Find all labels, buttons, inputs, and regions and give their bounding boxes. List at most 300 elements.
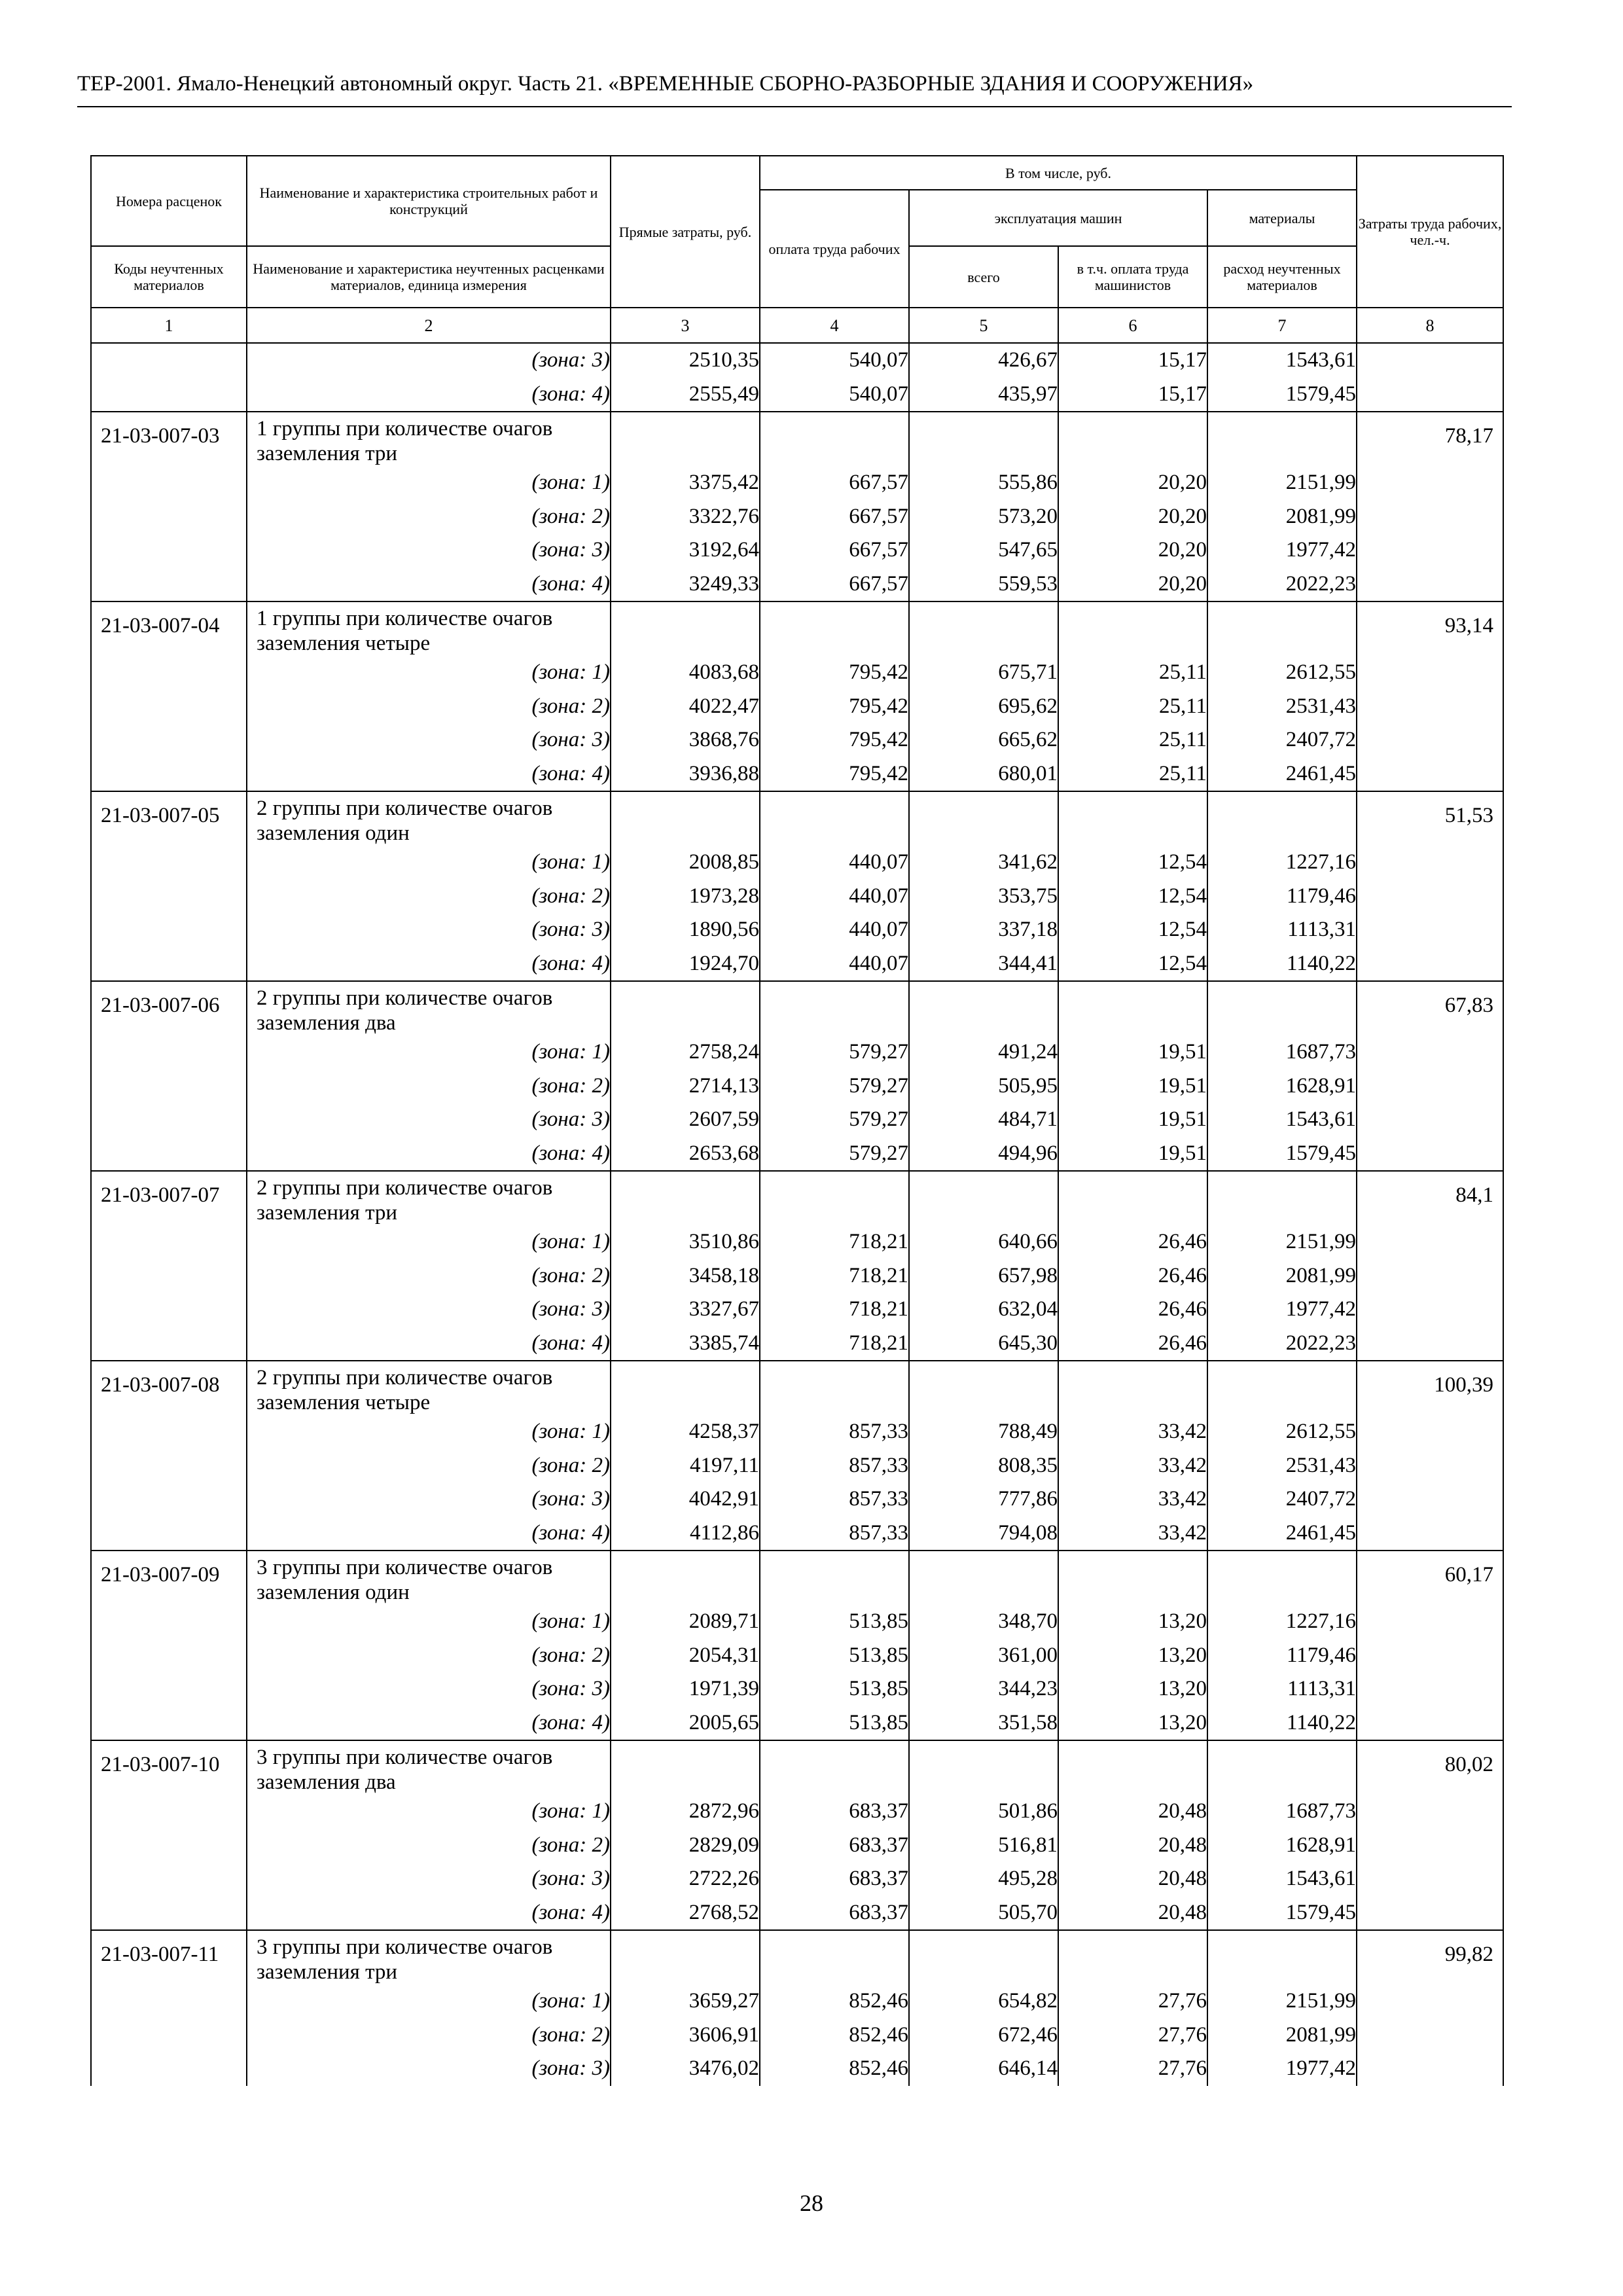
value-cell: 1179,46 [1207, 1639, 1357, 1673]
value-cell: 852,46 [760, 1984, 909, 2018]
empty-cell [1207, 1361, 1357, 1415]
zone-row [91, 1795, 1503, 1829]
rate-name: 2 группы при количестве очагов заземления три [247, 1171, 611, 1225]
empty-cell [1058, 1361, 1207, 1415]
value-cell: 788,49 [909, 1415, 1058, 1449]
rate-title-row [91, 1551, 1503, 1605]
value-cell: 20,48 [1058, 1795, 1207, 1829]
zone-row [91, 656, 1503, 690]
value-cell: 13,20 [1058, 1672, 1207, 1706]
value-cell: 2151,99 [1207, 1984, 1357, 2018]
labor-cell [1357, 466, 1503, 500]
value-cell: 1543,61 [1207, 1862, 1357, 1896]
value-cell: 2758,24 [611, 1035, 760, 1069]
empty-cell [909, 981, 1058, 1035]
zone-row [91, 1415, 1503, 1449]
value-cell: 1179,46 [1207, 880, 1357, 914]
value-cell: 579,27 [760, 1103, 909, 1137]
zone-label: (зона: 4) [247, 947, 611, 982]
value-cell: 683,37 [760, 1795, 909, 1829]
empty-cell [611, 1740, 760, 1795]
value-cell: 795,42 [760, 723, 909, 757]
rate-code: 21-03-007-05 [91, 791, 247, 846]
zone-row [91, 1706, 1503, 1741]
code-cell [91, 1862, 247, 1896]
labor-cell [1357, 757, 1503, 792]
value-cell: 1977,42 [1207, 2052, 1357, 2086]
code-cell [91, 466, 247, 500]
value-cell: 19,51 [1058, 1035, 1207, 1069]
value-cell: 3385,74 [611, 1327, 760, 1361]
empty-cell [909, 1551, 1058, 1605]
value-cell: 516,81 [909, 1829, 1058, 1863]
labor-cell [1357, 880, 1503, 914]
zone-row [91, 343, 1503, 378]
value-cell: 857,33 [760, 1415, 909, 1449]
empty-cell [1058, 412, 1207, 466]
zone-row [91, 1035, 1503, 1069]
labor-cell [1357, 1069, 1503, 1103]
labor-cell [1357, 1293, 1503, 1327]
labor-cell [1357, 947, 1503, 982]
empty-cell [909, 601, 1058, 656]
empty-cell [1058, 601, 1207, 656]
value-cell: 2612,55 [1207, 1415, 1357, 1449]
value-cell: 667,57 [760, 567, 909, 602]
wages-header: оплата труда рабочих [760, 190, 909, 308]
zone-label: (зона: 1) [247, 466, 611, 500]
value-cell: 1687,73 [1207, 1795, 1357, 1829]
empty-cell [760, 1361, 909, 1415]
value-cell: 680,01 [909, 757, 1058, 792]
value-cell: 494,96 [909, 1137, 1058, 1172]
code-cell [91, 1225, 247, 1259]
col-number: 8 [1357, 308, 1503, 343]
empty-cell [760, 981, 909, 1035]
labor-cell [1357, 533, 1503, 567]
value-cell: 2407,72 [1207, 1482, 1357, 1516]
value-cell: 1971,39 [611, 1672, 760, 1706]
zone-label: (зона: 3) [247, 343, 611, 378]
value-cell: 19,51 [1058, 1103, 1207, 1137]
zone-label: (зона: 3) [247, 1672, 611, 1706]
value-cell: 540,07 [760, 378, 909, 412]
value-cell: 3476,02 [611, 2052, 760, 2086]
col-number: 6 [1058, 308, 1207, 343]
zone-label: (зона: 1) [247, 1795, 611, 1829]
price-table [90, 155, 1504, 2086]
value-cell: 579,27 [760, 1035, 909, 1069]
zone-row [91, 1605, 1503, 1639]
value-cell: 667,57 [760, 466, 909, 500]
zone-row [91, 567, 1503, 602]
zone-row [91, 1293, 1503, 1327]
zone-row [91, 1829, 1503, 1863]
code-cell [91, 378, 247, 412]
zone-label: (зона: 4) [247, 1327, 611, 1361]
rate-code: 21-03-007-04 [91, 601, 247, 656]
empty-cell [1058, 1171, 1207, 1225]
value-cell: 33,42 [1058, 1449, 1207, 1483]
code-cell [91, 1137, 247, 1172]
code-cell [91, 1639, 247, 1673]
zone-label: (зона: 4) [247, 1896, 611, 1931]
value-cell: 25,11 [1058, 723, 1207, 757]
labor-value: 51,53 [1357, 791, 1503, 846]
value-cell: 4112,86 [611, 1516, 760, 1551]
header-rule [77, 106, 1512, 107]
labor-cell [1357, 1896, 1503, 1931]
empty-cell [611, 791, 760, 846]
empty-cell [760, 1740, 909, 1795]
value-cell: 555,86 [909, 466, 1058, 500]
value-cell: 27,76 [1058, 1984, 1207, 2018]
value-cell: 2461,45 [1207, 757, 1357, 792]
labor-cell [1357, 1035, 1503, 1069]
value-cell: 25,11 [1058, 757, 1207, 792]
zone-label: (зона: 4) [247, 1137, 611, 1172]
code-cell [91, 947, 247, 982]
zone-label: (зона: 2) [247, 1449, 611, 1483]
col1-header-bottom: Коды неучтенных материалов [91, 246, 247, 308]
value-cell: 3458,18 [611, 1259, 760, 1293]
value-cell: 19,51 [1058, 1069, 1207, 1103]
value-cell: 579,27 [760, 1137, 909, 1172]
labor-cell [1357, 2052, 1503, 2086]
value-cell: 675,71 [909, 656, 1058, 690]
empty-cell [1058, 1551, 1207, 1605]
empty-cell [760, 1551, 909, 1605]
value-cell: 491,24 [909, 1035, 1058, 1069]
value-cell: 1227,16 [1207, 846, 1357, 880]
code-cell [91, 913, 247, 947]
rate-name: 2 группы при количестве очагов заземления один [247, 791, 611, 846]
value-cell: 2531,43 [1207, 690, 1357, 724]
zone-label: (зона: 3) [247, 913, 611, 947]
zone-row [91, 947, 1503, 982]
code-cell [91, 846, 247, 880]
rate-code: 21-03-007-11 [91, 1930, 247, 1984]
empty-cell [611, 981, 760, 1035]
zone-row [91, 1069, 1503, 1103]
value-cell: 27,76 [1058, 2018, 1207, 2053]
value-cell: 646,14 [909, 2052, 1058, 2086]
value-cell: 718,21 [760, 1225, 909, 1259]
value-cell: 513,85 [760, 1706, 909, 1741]
labor-value: 67,83 [1357, 981, 1503, 1035]
value-cell: 4197,11 [611, 1449, 760, 1483]
value-cell: 3936,88 [611, 757, 760, 792]
code-cell [91, 1706, 247, 1741]
including-header: В том числе, руб. [760, 156, 1357, 190]
zone-label: (зона: 3) [247, 1293, 611, 1327]
labor-value: 100,39 [1357, 1361, 1503, 1415]
rate-name: 1 группы при количестве очагов заземления три [247, 412, 611, 466]
rate-title-row [91, 1740, 1503, 1795]
zone-label: (зона: 4) [247, 1516, 611, 1551]
value-cell: 33,42 [1058, 1482, 1207, 1516]
value-cell: 2612,55 [1207, 656, 1357, 690]
zone-row [91, 1259, 1503, 1293]
value-cell: 440,07 [760, 947, 909, 982]
value-cell: 2089,71 [611, 1605, 760, 1639]
value-cell: 1973,28 [611, 880, 760, 914]
value-cell: 857,33 [760, 1449, 909, 1483]
value-cell: 351,58 [909, 1706, 1058, 1741]
zone-row [91, 1639, 1503, 1673]
labor-cell [1357, 1225, 1503, 1259]
zone-label: (зона: 1) [247, 846, 611, 880]
zone-label: (зона: 1) [247, 1225, 611, 1259]
zone-row [91, 757, 1503, 792]
code-cell [91, 1896, 247, 1931]
value-cell: 505,95 [909, 1069, 1058, 1103]
value-cell: 654,82 [909, 1984, 1058, 2018]
value-cell: 3375,42 [611, 466, 760, 500]
labor-cell [1357, 1639, 1503, 1673]
code-cell [91, 1795, 247, 1829]
value-cell: 2510,35 [611, 343, 760, 378]
value-cell: 20,20 [1058, 533, 1207, 567]
value-cell: 4258,37 [611, 1415, 760, 1449]
zone-label: (зона: 3) [247, 1862, 611, 1896]
value-cell: 852,46 [760, 2052, 909, 2086]
code-cell [91, 1829, 247, 1863]
code-cell [91, 1984, 247, 2018]
value-cell: 12,54 [1058, 846, 1207, 880]
value-cell: 2653,68 [611, 1137, 760, 1172]
empty-cell [1207, 1171, 1357, 1225]
value-cell: 2872,96 [611, 1795, 760, 1829]
zone-row [91, 1137, 1503, 1172]
value-cell: 695,62 [909, 690, 1058, 724]
zone-label: (зона: 3) [247, 723, 611, 757]
zone-row [91, 1482, 1503, 1516]
value-cell: 777,86 [909, 1482, 1058, 1516]
value-cell: 559,53 [909, 567, 1058, 602]
value-cell: 2008,85 [611, 846, 760, 880]
value-cell: 25,11 [1058, 656, 1207, 690]
value-cell: 857,33 [760, 1482, 909, 1516]
value-cell: 1113,31 [1207, 913, 1357, 947]
zone-label: (зона: 4) [247, 1706, 611, 1741]
direct-costs-header: Прямые затраты, руб. [611, 156, 760, 308]
value-cell: 1113,31 [1207, 1672, 1357, 1706]
labor-value: 93,14 [1357, 601, 1503, 656]
value-cell: 2722,26 [611, 1862, 760, 1896]
code-cell [91, 1035, 247, 1069]
value-cell: 484,71 [909, 1103, 1058, 1137]
value-cell: 4042,91 [611, 1482, 760, 1516]
labor-cell [1357, 913, 1503, 947]
empty-cell [909, 1740, 1058, 1795]
value-cell: 435,97 [909, 378, 1058, 412]
value-cell: 440,07 [760, 846, 909, 880]
rate-name: 3 группы при количестве очагов заземления три [247, 1930, 611, 1984]
table-body [91, 343, 1503, 2086]
labor-cell [1357, 378, 1503, 412]
labor-cell [1357, 1137, 1503, 1172]
value-cell: 3659,27 [611, 1984, 760, 2018]
empty-cell [1058, 981, 1207, 1035]
empty-cell [1207, 1740, 1357, 1795]
value-cell: 573,20 [909, 500, 1058, 534]
value-cell: 1543,61 [1207, 343, 1357, 378]
zone-row [91, 913, 1503, 947]
col-number: 7 [1207, 308, 1357, 343]
value-cell: 2081,99 [1207, 2018, 1357, 2053]
zone-row [91, 466, 1503, 500]
zone-row [91, 378, 1503, 412]
zone-row [91, 880, 1503, 914]
value-cell: 344,23 [909, 1672, 1058, 1706]
rate-title-row [91, 1171, 1503, 1225]
value-cell: 20,20 [1058, 466, 1207, 500]
empty-cell [1207, 791, 1357, 846]
zone-row [91, 500, 1503, 534]
code-cell [91, 1293, 247, 1327]
value-cell: 718,21 [760, 1259, 909, 1293]
zone-label: (зона: 2) [247, 1829, 611, 1863]
labor-cell [1357, 1605, 1503, 1639]
empty-cell [611, 1930, 760, 1984]
rate-code: 21-03-007-03 [91, 412, 247, 466]
value-cell: 12,54 [1058, 947, 1207, 982]
zone-label: (зона: 2) [247, 1639, 611, 1673]
labor-cell [1357, 1795, 1503, 1829]
labor-value: 78,17 [1357, 412, 1503, 466]
col1-header-top: Номера расценок [91, 156, 247, 246]
labor-value: 84,1 [1357, 1171, 1503, 1225]
value-cell: 2714,13 [611, 1069, 760, 1103]
value-cell: 20,20 [1058, 567, 1207, 602]
code-cell [91, 1672, 247, 1706]
value-cell: 13,20 [1058, 1605, 1207, 1639]
value-cell: 632,04 [909, 1293, 1058, 1327]
code-cell [91, 1259, 247, 1293]
value-cell: 852,46 [760, 2018, 909, 2053]
zone-label: (зона: 2) [247, 2018, 611, 2053]
zone-label: (зона: 2) [247, 500, 611, 534]
zone-row [91, 846, 1503, 880]
value-cell: 4022,47 [611, 690, 760, 724]
zone-label: (зона: 3) [247, 533, 611, 567]
empty-cell [611, 1171, 760, 1225]
code-cell [91, 1449, 247, 1483]
empty-cell [1207, 1930, 1357, 1984]
empty-cell [611, 1551, 760, 1605]
value-cell: 26,46 [1058, 1327, 1207, 1361]
value-cell: 1579,45 [1207, 378, 1357, 412]
value-cell: 19,51 [1058, 1137, 1207, 1172]
labor-cell [1357, 1862, 1503, 1896]
page-number: 28 [800, 2190, 823, 2216]
value-cell: 640,66 [909, 1225, 1058, 1259]
value-cell: 26,46 [1058, 1259, 1207, 1293]
zone-label: (зона: 4) [247, 757, 611, 792]
col-number: 3 [611, 308, 760, 343]
value-cell: 1628,91 [1207, 1829, 1357, 1863]
page-header-title: ТЕР-2001. Ямало-Ненецкий автономный округ. Часть 21. «ВРЕМЕННЫЕ СБОРНО-РАЗБОРНЫЕ ЗДАНИЯ И СООРУЖЕНИЯ» [77, 72, 1254, 96]
rate-name: 1 группы при количестве очагов заземления четыре [247, 601, 611, 656]
empty-cell [1207, 981, 1357, 1035]
zone-row [91, 690, 1503, 724]
rate-name: 3 группы при количестве очагов заземления один [247, 1551, 611, 1605]
value-cell: 3868,76 [611, 723, 760, 757]
rate-name: 2 группы при количестве очагов заземления два [247, 981, 611, 1035]
value-cell: 2081,99 [1207, 500, 1357, 534]
labor-value: 80,02 [1357, 1740, 1503, 1795]
value-cell: 505,70 [909, 1896, 1058, 1931]
labor-cell [1357, 343, 1503, 378]
value-cell: 657,98 [909, 1259, 1058, 1293]
rate-name: 3 группы при количестве очагов заземления два [247, 1740, 611, 1795]
value-cell: 13,20 [1058, 1706, 1207, 1741]
value-cell: 440,07 [760, 880, 909, 914]
zone-label: (зона: 3) [247, 2052, 611, 2086]
col-number: 4 [760, 308, 909, 343]
labor-cell [1357, 500, 1503, 534]
value-cell: 795,42 [760, 690, 909, 724]
value-cell: 2005,65 [611, 1706, 760, 1741]
value-cell: 12,54 [1058, 913, 1207, 947]
value-cell: 718,21 [760, 1293, 909, 1327]
machines-total-header: всего [909, 246, 1058, 308]
rate-code: 21-03-007-09 [91, 1551, 247, 1605]
value-cell: 1628,91 [1207, 1069, 1357, 1103]
empty-cell [760, 1171, 909, 1225]
rate-name: 2 группы при количестве очагов заземления четыре [247, 1361, 611, 1415]
zone-row [91, 1862, 1503, 1896]
value-cell: 20,48 [1058, 1862, 1207, 1896]
value-cell: 2151,99 [1207, 1225, 1357, 1259]
value-cell: 513,85 [760, 1639, 909, 1673]
labor-cell [1357, 723, 1503, 757]
rate-title-row [91, 1361, 1503, 1415]
value-cell: 2555,49 [611, 378, 760, 412]
labor-cell [1357, 690, 1503, 724]
value-cell: 540,07 [760, 343, 909, 378]
code-cell [91, 656, 247, 690]
value-cell: 2081,99 [1207, 1259, 1357, 1293]
code-cell [91, 723, 247, 757]
value-cell: 795,42 [760, 656, 909, 690]
labor-cell [1357, 1516, 1503, 1551]
zone-label: (зона: 3) [247, 1103, 611, 1137]
code-cell [91, 1415, 247, 1449]
code-cell [91, 343, 247, 378]
zone-row [91, 533, 1503, 567]
value-cell: 33,42 [1058, 1415, 1207, 1449]
empty-cell [909, 791, 1058, 846]
value-cell: 337,18 [909, 913, 1058, 947]
machines-wages-header: в т.ч. оплата труда машинистов [1058, 246, 1207, 308]
labor-cell [1357, 2018, 1503, 2053]
labor-cell [1357, 1415, 1503, 1449]
zone-label: (зона: 2) [247, 690, 611, 724]
rate-code: 21-03-007-06 [91, 981, 247, 1035]
value-cell: 27,76 [1058, 2052, 1207, 2086]
empty-cell [909, 1361, 1058, 1415]
labor-cell [1357, 1672, 1503, 1706]
empty-cell [909, 412, 1058, 466]
empty-cell [909, 1171, 1058, 1225]
value-cell: 33,42 [1058, 1516, 1207, 1551]
code-cell [91, 757, 247, 792]
value-cell: 2607,59 [611, 1103, 760, 1137]
zone-label: (зона: 2) [247, 880, 611, 914]
zone-row [91, 1984, 1503, 2018]
